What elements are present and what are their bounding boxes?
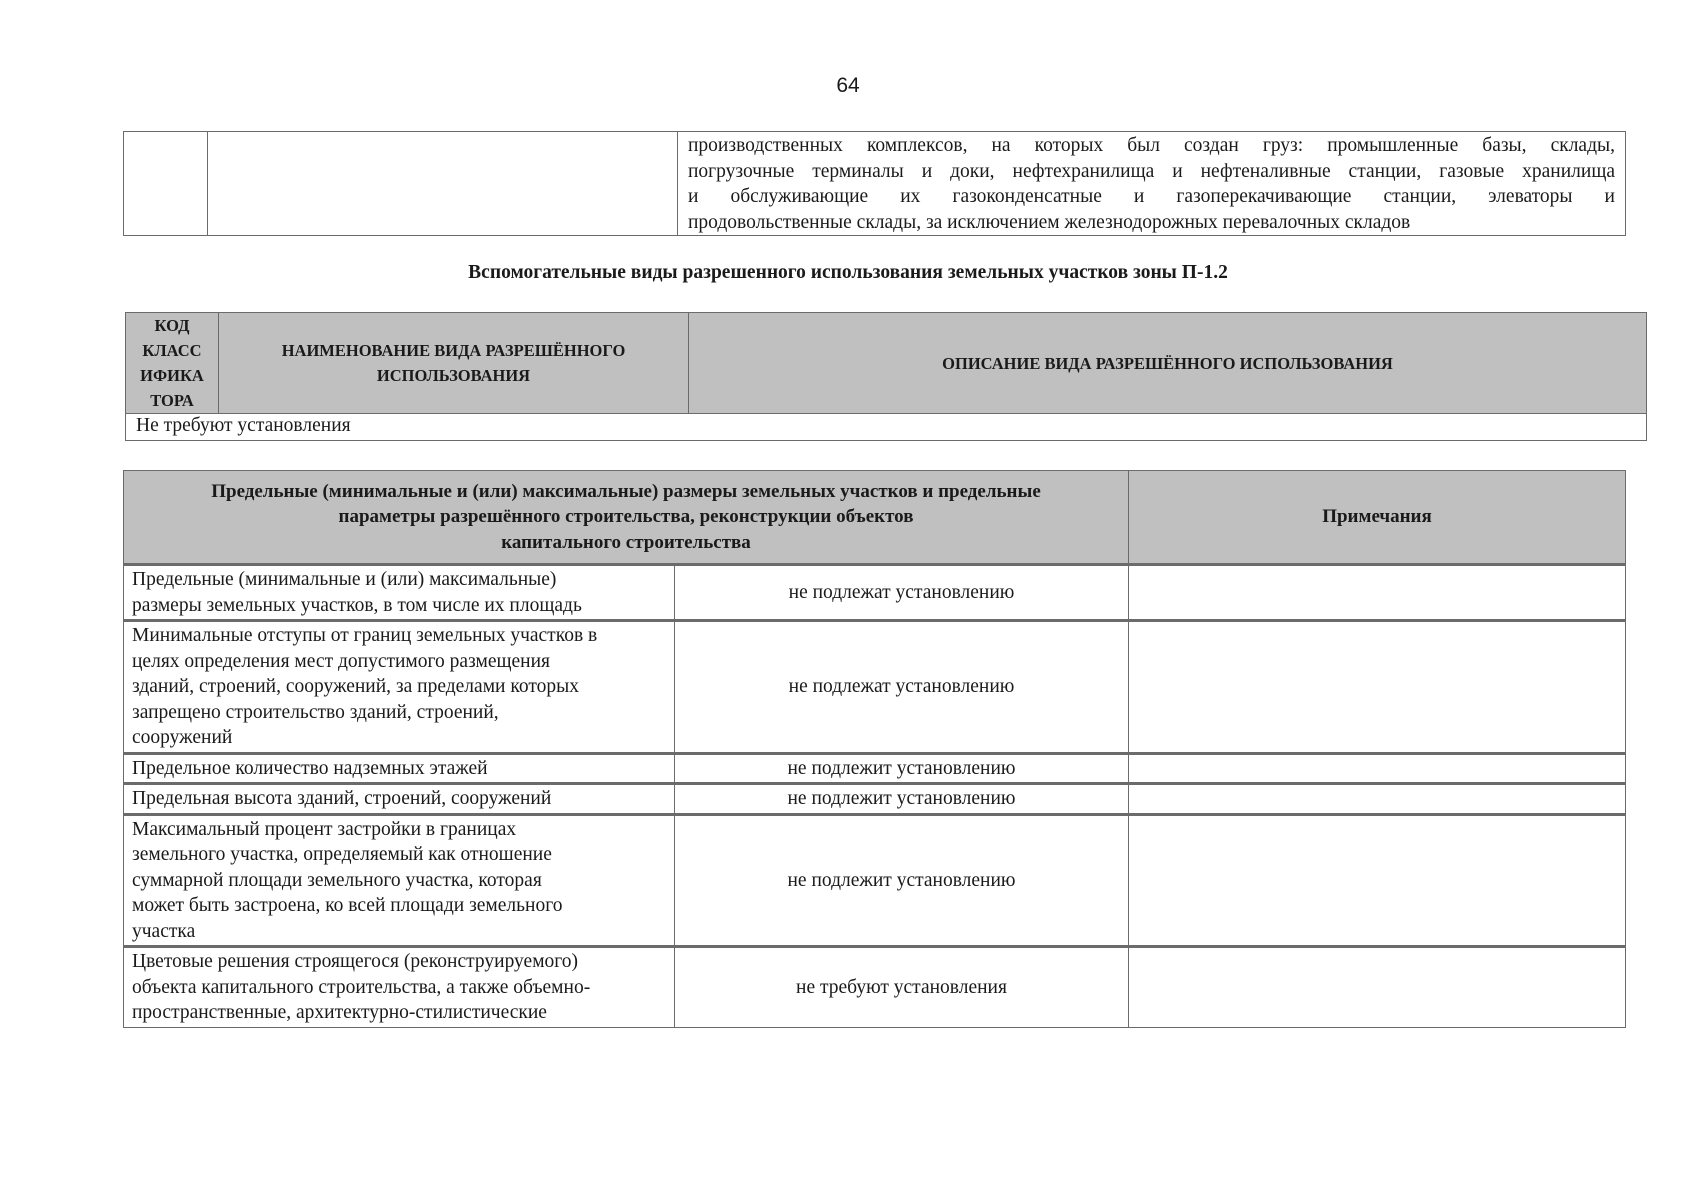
table-row bbox=[124, 132, 1626, 236]
header-row bbox=[126, 313, 1647, 414]
name-header bbox=[219, 313, 689, 414]
name-cell bbox=[208, 132, 678, 236]
parameters-header-line: Предельные (минимальные и (или) максимальные) размеры земельных участков и предельные bbox=[211, 480, 1041, 502]
note-cell bbox=[1129, 621, 1626, 754]
description-header: ОПИСАНИЕ ВИДА РАЗРЕШЁННОГО ИСПОЛЬЗОВАНИЯ bbox=[689, 313, 1647, 414]
table-row bbox=[124, 621, 1626, 754]
parameter-line: Минимальные отступы от границ земельных участков в bbox=[132, 625, 598, 646]
limits-table bbox=[123, 470, 1626, 1028]
auxiliary-uses-table bbox=[125, 312, 1647, 441]
parameters-header bbox=[124, 471, 1129, 565]
value-cell: не подлежат установлению bbox=[675, 621, 1129, 754]
parameter-line: пространственные, архитектурно-стилистические bbox=[132, 1002, 547, 1023]
code-cell bbox=[124, 132, 208, 236]
code-header-line: КОД bbox=[154, 316, 190, 335]
value-cell: не требуют установления bbox=[675, 947, 1129, 1028]
parameter-cell bbox=[124, 784, 675, 815]
parameter-line: объекта капитального строительства, а также объемно- bbox=[132, 976, 591, 998]
parameter-line: участка bbox=[132, 920, 196, 942]
value-cell: не подлежит установлению bbox=[675, 753, 1129, 784]
note-cell bbox=[1129, 814, 1626, 947]
name-header-line: НАИМЕНОВАНИЕ ВИДА РАЗРЕШЁННОГО bbox=[281, 341, 626, 360]
table-row bbox=[124, 784, 1626, 815]
description-line: продовольственные склады, за исключением железнодорожных перевалочных складов bbox=[688, 211, 1411, 233]
parameter-line: Предельная высота зданий, строений, сооружений bbox=[132, 788, 552, 809]
value-cell: не подлежит установлению bbox=[675, 814, 1129, 947]
name-header-line: ИСПОЛЬЗОВАНИЯ bbox=[376, 366, 531, 385]
parameter-line: целях определения мест допустимого размещения bbox=[132, 650, 550, 672]
header-row bbox=[124, 471, 1626, 565]
table-row bbox=[124, 753, 1626, 784]
table-row bbox=[124, 814, 1626, 947]
parameter-line: Предельное количество надземных этажей bbox=[132, 757, 488, 779]
parameter-line: Предельные (минимальные и (или) максимальные) bbox=[132, 569, 557, 590]
parameter-cell bbox=[124, 814, 675, 947]
note-cell bbox=[1129, 947, 1626, 1028]
description-cell bbox=[678, 132, 1626, 236]
parameters-header-line: параметры разрешённого строительства, реконструкции объектов bbox=[338, 506, 914, 528]
parameter-line: земельного участка, определяемый как отношение bbox=[132, 844, 552, 865]
parameters-header-line: капитального строительства bbox=[501, 531, 751, 553]
note-cell bbox=[1129, 565, 1626, 621]
code-header-line: ТОРА bbox=[150, 391, 194, 410]
parameter-line: зданий, строений, сооружений, за пределами которых bbox=[132, 676, 579, 697]
parameter-cell bbox=[124, 753, 675, 784]
parameter-cell bbox=[124, 947, 675, 1028]
parameter-cell bbox=[124, 565, 675, 621]
value-cell: не подлежит установлению bbox=[675, 784, 1129, 815]
note-cell bbox=[1129, 784, 1626, 815]
code-header-line: КЛАСС bbox=[142, 341, 202, 360]
parameter-line: суммарной площади земельного участка, которая bbox=[132, 869, 542, 891]
parameter-line: сооружений bbox=[132, 727, 233, 748]
page-number: 64 bbox=[836, 74, 860, 97]
notes-header: Примечания bbox=[1129, 471, 1626, 565]
parameter-line: может быть застроена, ко всей площади земельного bbox=[132, 895, 563, 916]
table-row bbox=[126, 414, 1647, 441]
value-cell: не подлежат установлению bbox=[675, 565, 1129, 621]
section-heading: Вспомогательные виды разрешенного использования земельных участков зоны П-1.2 bbox=[468, 262, 1228, 283]
code-header bbox=[126, 313, 219, 414]
parameter-line: размеры земельных участков, в том числе их площадь bbox=[132, 594, 582, 616]
not-required-note: Не требуют установления bbox=[126, 414, 1647, 441]
note-cell bbox=[1129, 753, 1626, 784]
parameter-cell bbox=[124, 621, 675, 754]
parameter-line: Цветовые решения строящегося (реконструируемого) bbox=[132, 951, 579, 972]
continuation-table bbox=[123, 131, 1626, 236]
table-row bbox=[124, 947, 1626, 1028]
description-line: погрузочные терминалы и доки, нефтехранилища и нефтеналивные станции, газовые хранилища bbox=[688, 160, 1615, 182]
parameter-line: запрещено строительство зданий, строений, bbox=[132, 701, 499, 723]
table-row bbox=[124, 565, 1626, 621]
parameter-line: Максимальный процент застройки в границах bbox=[132, 818, 517, 840]
code-header-line: ИФИКА bbox=[140, 366, 204, 385]
description-line: производственных комплексов, на которых был создан груз: промышленные базы, склады, bbox=[688, 135, 1615, 156]
description-line: и обслуживающие их газоконденсатные и газоперекачивающие станции, элеваторы и bbox=[688, 186, 1615, 207]
